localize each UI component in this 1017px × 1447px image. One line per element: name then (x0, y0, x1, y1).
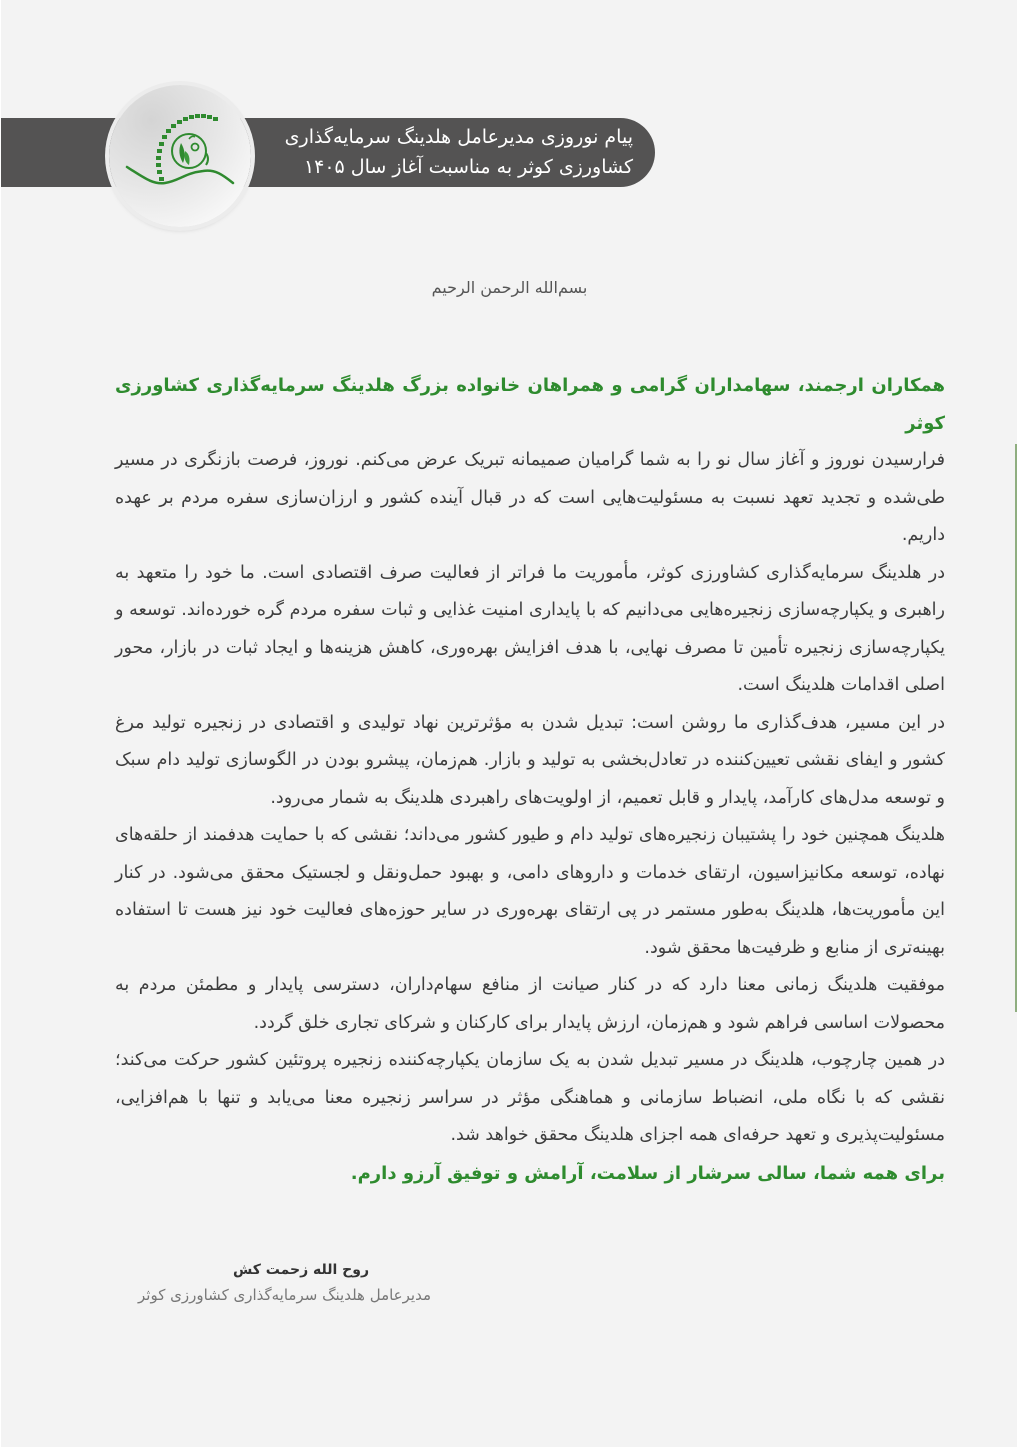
closing-line: برای همه شما، سالی سرشار از سلامت، آرامش و توفیق آرزو دارم. (350, 1162, 945, 1184)
page-title (285, 122, 633, 182)
signer-title: مدیرعامل هلدینگ سرمایه‌گذاری کشاورزی کوثر (138, 1286, 431, 1304)
greeting-heading: همکاران ارجمند، سهامداران گرامی و همراهان خانواده بزرگ هلدینگ سرمایه‌گذاری کشاورزی کوثر (115, 375, 945, 434)
paragraph-5: موفقیت هلدینگ زمانی معنا دارد که در کنار صیانت از منافع سهام‌داران، دسترسی پایدار و مطمئن مردم به محصولات اساسی فراهم شود و هم‌زمان، ارزش پایدار برای کارکنان و شرکای تجاری خلق گردد. (115, 975, 945, 1033)
signer-name: روح الله زحمت کش (232, 1262, 370, 1278)
signature-block (131, 1258, 431, 1308)
paragraph-3: در این مسیر، هدف‌گذاری ما روشن است: تبدیل شدن به مؤثرترین نهاد تولیدی و اقتصادی در زنجیره تولید مرغ کشور و ایفای نقشی تعیین‌کننده در تعادل‌بخشی به تولید و بازار. هم‌زمان، پیشرو بودن در الگوسازی تولید دام سبک و توسعه مدل‌های کارآمد، پایدار و قابل تعمیم، از اولویت‌های راهبردی هلدینگ به شمار می‌رود. (115, 712, 945, 808)
logo-badge (109, 85, 251, 227)
title-line-2: کشاورزی کوثر به مناسبت آغاز سال ۱۴۰۵ (303, 156, 633, 178)
basmala: بسم‌الله الرحمن الرحیم (431, 278, 588, 297)
paragraph-6: در همین چارچوب، هلدینگ در مسیر تبدیل شدن به یک سازمان یکپارچه‌کننده زنجیره پروتئین کشور حرکت می‌کند؛ نقشی که با نگاه ملی، انضباط سازمانی و هماهنگی مؤثر در سراسر زنجیره معنا می‌یابد و تنها با هم‌افزایی، مسئولیت‌پذیری و تعهد حرفه‌ای همه اجزای هلدینگ محقق خواهد شد. (115, 1050, 945, 1145)
paragraph-4: هلدینگ همچنین خود را پشتیبان زنجیره‌های تولید دام و طیور کشور می‌داند؛ نقشی که با حمایت هدفمند از حلقه‌های نهاده، توسعه مکانیزاسیون، ارتقای خدمات و داروهای دامی، و بهبود حمل‌ونقل و لجستیک محقق می‌شود. در کنار این مأموریت‌ها، هلدینگ به‌طور مستمر در پی ارتقای بهره‌وری در سایر حوزه‌های فعالیت خود نیز هست تا استفاده بهینه‌تری از منابع و ظرفیت‌ها محقق شود. (115, 825, 945, 958)
header-banner (1, 118, 655, 187)
title-line-1: پیام نوروزی مدیرعامل هلدینگ سرمایه‌گذاری (284, 126, 633, 148)
kowsar-logo-icon (123, 107, 238, 207)
paragraph-1: فرارسیدن نوروز و آغاز سال نو را به شما گرامیان صمیمانه تبریک عرض می‌کنم. نوروز، فرصت بازنگری در مسیر طی‌شده و تجدید تعهد نسبت به مسئولیت‌هایی است که در قبال آینده کشور و ارزان‌سازی سفره مردم بر عهده داریم. (115, 450, 945, 545)
letter-body (115, 367, 945, 1192)
paragraph-2: در هلدینگ سرمایه‌گذاری کشاورزی کوثر، مأموریت ما فراتر از فعالیت صرف اقتصادی است. ما خود را متعهد به راهبری و یکپارچه‌سازی زنجیره‌هایی می‌دانیم که با پایداری امنیت غذایی و ثبات سفره مردم گره خورده‌اند. توسعه و یکپارچه‌سازی زنجیره تأمین تا مصرف نهایی، با هدف افزایش بهره‌وری، کاهش هزینه‌ها و ایجاد ثبات در بازار، محور اصلی اقدامات هلدینگ است. (115, 562, 945, 695)
